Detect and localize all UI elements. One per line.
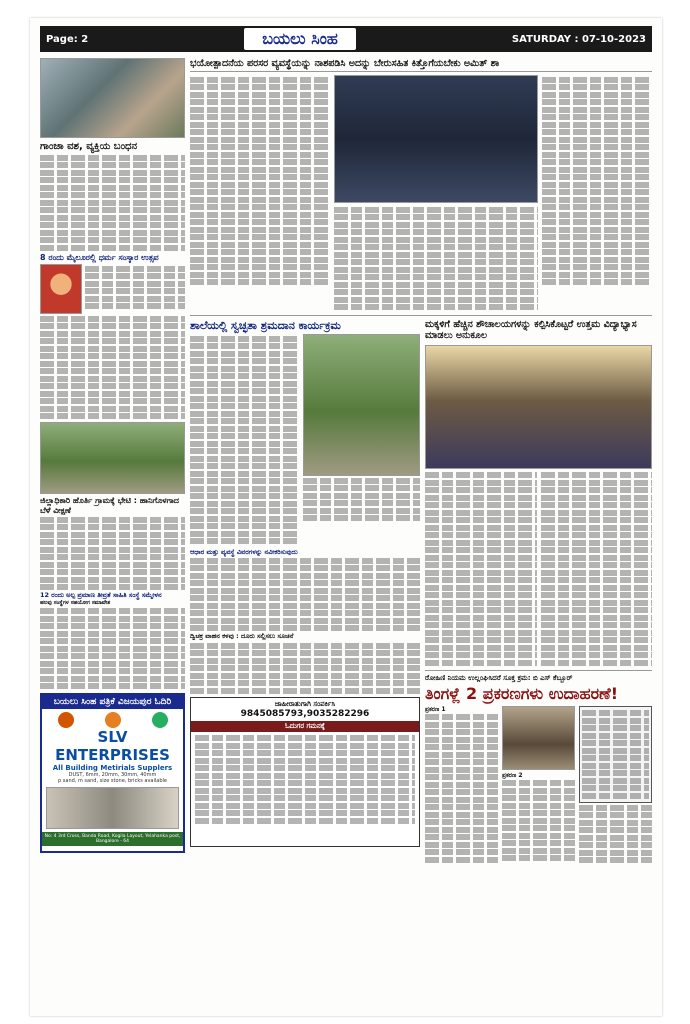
ad-tagline: All Building Metirials Supplers: [52, 764, 173, 773]
deity-icon: [105, 712, 121, 728]
left-column: [40, 58, 185, 853]
cleaning-work-photo: [303, 334, 420, 476]
contact-numbers: 9845085793,9035282296: [240, 708, 370, 719]
dharma-article-text-cont: [40, 316, 185, 420]
ad-brand: SLV ENTERPRISES: [55, 728, 170, 765]
case-article-left: [425, 706, 498, 865]
jalladhikari-headline: ಜಿಲ್ಲಾಧಿಕಾರಿ ಹೊರ್ತಿ ಗ್ರಾಮಕ್ಕೆ ಭೇಟಿ : ಹಾನಿಗೊಳಗಾದ ಬೆಳೆ ವೀಕ್ಷಣೆ: [40, 496, 179, 515]
big-headline: ತಿಂಗಳ್ಲೆ 2 ಪ್ರಕರಣಗಳು ಉದಾಹರಣೆ!: [425, 683, 618, 703]
page-label: Page: 2: [46, 33, 89, 45]
amit-shah-article-mid: [334, 205, 538, 312]
construction-materials-photo: [46, 787, 179, 829]
ad-address: No: 4 3rd Cross, Banda Road, Kogila Layout, Yelahanka post, Bangalore - 64: [42, 832, 183, 846]
ad-header: ಬಯಲು ಸಿಂಹ ಪತ್ರಿಕೆ ವಿಜಯಪುರ ಓದಿರಿ: [42, 695, 183, 709]
newspaper-title: ಬಯಲು ಸಿಂಹ: [244, 28, 356, 50]
top-headline: ಭಯೋತ್ಪಾದನೆಯ ಪರಸರ ವ್ಯವಸ್ಥೆಯನ್ನು ನಾಶಪಡಿಸಿ ಅದನ್ನು ಬೇರುಸಹಿತ ಕಿತ್ತೊಗೆಯಬೇಕು ಅಮಿತ್ ಶಾ: [190, 58, 652, 72]
ribbon-cutting-photo: [425, 345, 652, 469]
ganja-article-text: [40, 155, 185, 251]
sammelana-article-text: [40, 608, 185, 689]
case-article-mid: [502, 780, 575, 861]
swamiji-portrait: [40, 264, 82, 314]
police-station-photo: [40, 58, 185, 138]
children-headline: ಮಕ್ಕಳಿಗೆ ಹೆಚ್ಚಿನ ಶೌಚಾಲಯಗಳನ್ನು ಕಲ್ಪಿಸಿಕೊಟ್ಟರೆ ಉತ್ತಮ ವಿದ್ಯಾಭ್ಯಾಸ ಮಾಡಲು ಅನುಕೂಲ: [425, 318, 637, 342]
deity-icon-2: [152, 712, 168, 728]
amit-shah-article-right: [542, 75, 652, 312]
aadhaar-headline: ಆಧಾರ ಮತ್ತು ವ್ಯವಸ್ಥೆ ವಿವರಗಳನ್ನು ನವೀಕರಿಸುವುದು: [190, 547, 298, 556]
amit-shah-article-left: [190, 75, 330, 312]
masthead: [40, 26, 652, 52]
school-headline: ಶಾಲೆಯಲ್ಲಿ ಸ್ವಚ್ಛತಾ ಶ್ರಮದಾನ ಕಾರ್ಯಕ್ರಮ: [190, 318, 341, 332]
school-article-text: [190, 334, 300, 546]
school-cleanliness-section: [190, 319, 420, 865]
ad-items: DUST, 6mm, 20mm, 30mm, 40mm: [68, 772, 157, 779]
case-article-right: [579, 805, 652, 864]
dwichakra-article-text: [190, 643, 420, 694]
cattle-photo: [502, 706, 575, 770]
contact-ad-box: [190, 697, 420, 847]
children-article-right: [541, 471, 653, 668]
children-article-left: [425, 471, 537, 668]
dwichakra-headline: ದ್ವಿಚಕ್ರ ವಾಹನ ಕಳವು : ದೂರು ಸಲ್ಲಿಸಲು ಸೂಚನೆ: [190, 632, 294, 641]
sammelana-headline: 12 ರಂದು ಅಲ್ಪ ಪ್ರಮಾಣ ತೀವ್ರತೆ ಸಾಹಿತಿ ಸಂಸ್ಥೆ ಸಮ್ಮೇಳನ: [40, 591, 162, 600]
dharma-headline: 8 ರಂದು ಮೈಲೂರಲ್ಲಿ ಧರ್ಮ ಸಂಸ್ಕಾರ ಉತ್ಸವ: [40, 252, 159, 262]
ganja-headline: ಗಾಂಜಾ ವಶ, ವ್ಯಕ್ತಿಯ ಬಂಧನ: [40, 141, 138, 152]
main-column: [190, 58, 652, 865]
case-highlight-box: [579, 706, 652, 804]
case1-label: ಪ್ರಕರಣ 1: [425, 705, 446, 713]
ad-items-2: p sand, m sand, size stone, bricks available: [58, 778, 167, 785]
issue-date: SATURDAY : 07-10-2023: [511, 33, 646, 45]
crop-field-photo: [40, 422, 185, 494]
jalladhikari-article-text: [40, 517, 185, 591]
children-toilets-section: [425, 319, 652, 865]
om-symbol-icon: [58, 712, 74, 728]
sammelana-subhead: ಹಲವು ಸಂಸ್ಥೆಗಳ ಸಹಯೋಗ ಸಮಾವೇಶ: [40, 600, 111, 607]
conference-group-photo: [334, 75, 538, 203]
dharma-article-text: [85, 264, 185, 314]
newspaper-sheet: [30, 18, 662, 1016]
notice-text: [191, 732, 419, 828]
aadhaar-article-text: [190, 558, 420, 632]
notice-header: ಓದುಗರ ಗಮನಕ್ಕೆ: [191, 721, 419, 732]
slv-enterprises-ad: [40, 693, 185, 853]
rohini-headline: ರೋಹಿಣಿ ನಿಯಮ ಉಲ್ಲಂಘಿಸಿದರೆ ಸೂಕ್ತ ಕ್ರಮ: ಬಿ ಎಸ್ ಕೆಬ್ಬೂರ್: [425, 674, 573, 683]
contact-title: ಜಾಹೀರಾತುಗಾಗಿ ಸಂಪರ್ಕಿಸಿ: [274, 699, 336, 708]
case2-label: ಪ್ರಕರಣ 2: [502, 771, 523, 779]
